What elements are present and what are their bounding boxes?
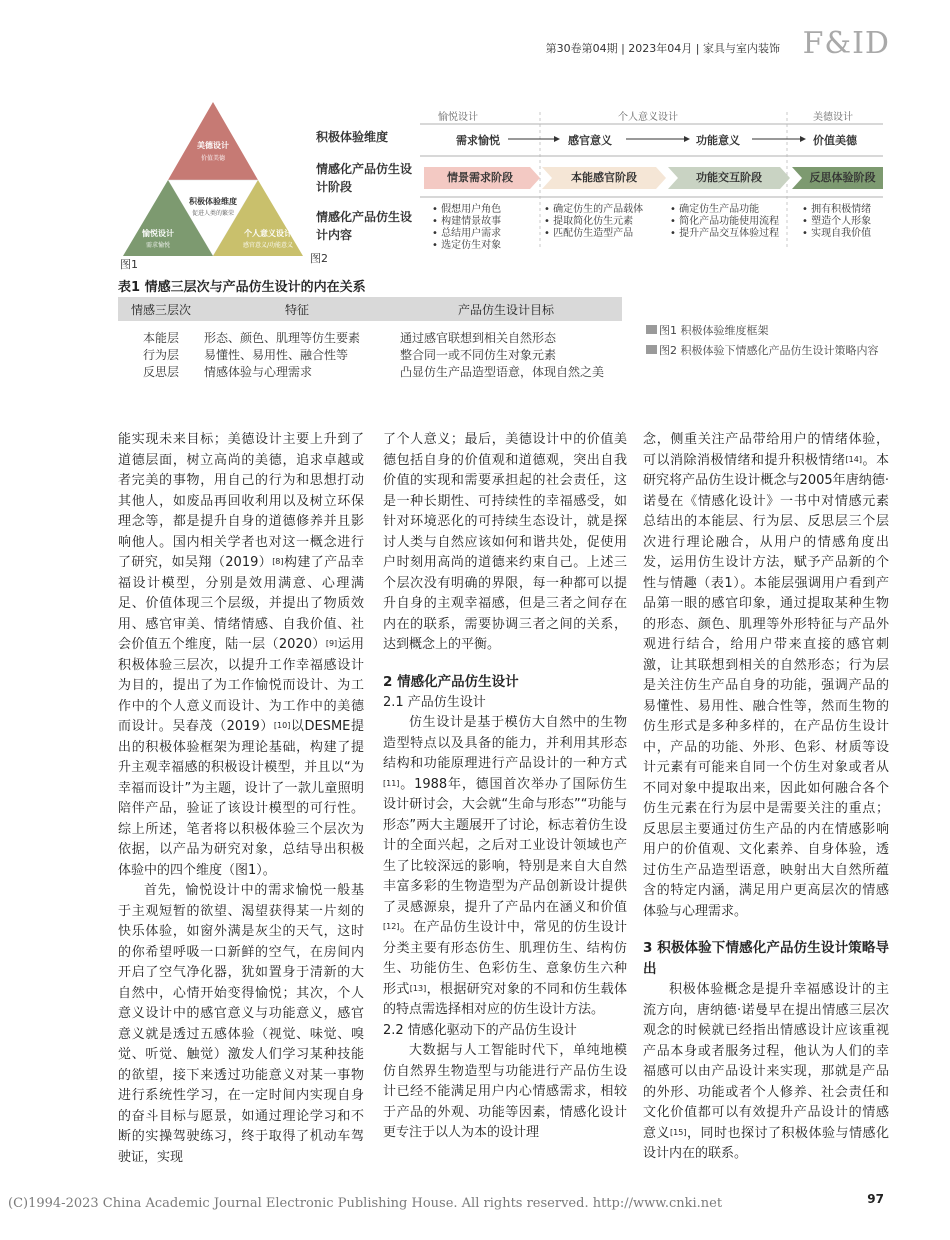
table-title: 表1 情感三层次与产品仿生设计的内在关系	[118, 280, 366, 295]
fig2-row2-label: 情感化产品仿生设计阶段	[316, 162, 413, 194]
page-number: 97	[867, 1192, 884, 1206]
citation: [13]	[409, 983, 427, 993]
fig2-content-item: • 提取简化仿生元素	[544, 216, 634, 227]
table-cell: 通过感官联想到相关自然形态	[400, 331, 557, 345]
subsection-heading: 2.1 产品仿生设计	[383, 694, 486, 710]
citation: [15]	[670, 1127, 687, 1137]
text-run: ，同时也探讨了积极体验与情感化设计内在的联系。	[643, 1125, 889, 1161]
citation: [12]	[383, 922, 400, 931]
section-heading: 2 情感化产品仿生设计	[383, 673, 519, 690]
fig2-row1-label: 积极体验维度	[316, 130, 389, 144]
copyright-footer: (C)1994-2023 China Academic Journal Electronic Publishing House. All rights reserved. http://www.cnki.net	[8, 1196, 723, 1211]
text-run: 。本研究将产品仿生设计概念与2005年唐纳德·诺曼在《情感化设计》一书中对情感元素总结出的本能层、行为层、反思层三个层次进行理论融合，从用户的情感角度出发，运用仿生设计方法，赋予产品新的个性与情趣（表1）。本能层强调用户看到产品第一眼的感官印象，通过提取某种生物的形态、颜色、肌理等外形特征与产品外观进行结合，给用户带来直接的感官刺激，让其联想到相关的自然形态；行为层是关注仿生产品自身的功能，强调产品的易懂性、易用性、融合性等，然而生物的仿生形式是多种多样的，在产品仿生设计中，产品的功能、外形、色彩、材质等设计元素有可能来自同一个仿生对象或者从不同对象中提取出来，因此如何融合各个仿生元素在行为层中是需要关注的重点；反思层主要通过仿生产品的内在情感影响用户的价值观、文化素养、自身体验，透过仿生产品造型语意，映射出大自然所蕴含的特定内涵，满足用户更高层次的情感体验与心理需求。	[643, 452, 889, 919]
paragraph: 首先，愉悦设计中的需求愉悦一般基于主观短暂的欲望、渴望获得某一片刻的快乐体验，如窗外满是灰尘的天气，这时的你希望呼吸一口新鲜的空气，在房间内开启了空气净化器，犹如置身于清新的大自然中，心情开始变得愉悦；其次，个人意义设计中的感官意义与功能意义，感官意义就是透过五感体验（视觉、味觉、嗅觉、听觉、触觉）激发人们学习某种技能的欲望，接下来透过功能意义对某一事物进行系统性学习，在一定时间内实现自身的奋斗目标与愿景，如通过理论学习和不断的实操驾驶练习，终于取得了机动车驾驶证，实现	[118, 883, 364, 1165]
text-run: 以DESME提出的积极体验框架为理论基础，构建了提升主观幸福感的积极设计模型，并且以“为幸福而设计”为主题，设计了一款儿童照明陪伴产品，验证了该设计模型的可行性。综上所述，笔者将以积极体验三个层次为依据，以产品为研究对象，总结导出积极体验中的四个维度（图1）。	[118, 719, 364, 878]
fig2-content-item: • 拥有积极情绪	[802, 204, 872, 215]
text-run: 。在产品仿生设计中，常见的仿生设计分类主要有形态仿生、肌理仿生、结构仿生、功能仿生、色彩仿生、意象仿生六种形式	[383, 920, 627, 997]
text-run: 念，侧重关注产品带给用户的情绪体验，可以消除消极情绪和提升积极情绪	[643, 432, 889, 468]
paragraph	[118, 430, 364, 881]
citation: [9]	[325, 639, 338, 648]
fig2-content-0	[432, 204, 501, 252]
fig2-stage-0: 情景需求阶段	[447, 171, 513, 184]
fig2-content-item: • 假想用户角色	[432, 204, 502, 215]
table-cell: 本能层	[142, 331, 179, 345]
fig2-stage-3: 反思体验阶段	[809, 171, 876, 184]
table-cell: 凸显仿生产品造型语意，体现自然之美	[400, 365, 605, 379]
table-header-cell: 产品仿生设计目标	[390, 297, 622, 321]
text-run: 运用积极体验三层次，以提升工作幸福感设计为目的，提出了为工作愉悦而设计、为工作中的个人意义而设计、为工作中的美德而设计。吴春茂（2019）	[118, 637, 364, 734]
table-1	[118, 276, 622, 386]
text-run: 。1988年，德国首次举办了国际仿生设计研讨会，大会就“生命与形态”“功能与形态”两大主题展开了讨论，标志着仿生设计的全面兴起，之后对工业设计领域也产生了比较深远的影响，特别是来自大自然丰富多彩的生物造型为产品创新设计提供了灵感源泉，提升了产品内在涵义和价值	[383, 776, 627, 915]
text-run: 仿生设计是基于模仿大自然中的生物造型特点以及具备的能力，并利用其形态结构和功能原理进行产品设计的一种方式	[383, 715, 627, 771]
fig1-top-sub: 价值美德	[200, 155, 226, 162]
citation: [10]	[273, 721, 291, 730]
positive-experience-triangle	[118, 98, 308, 256]
fig2-need-3: 价值美德	[813, 134, 857, 147]
table-body	[118, 297, 622, 386]
journal-logo: F&ID	[802, 26, 890, 61]
fig2-stage-1: 本能感官阶段	[571, 171, 637, 184]
figure-captions	[646, 322, 891, 359]
fig2-content-item: • 简化产品功能使用流程	[670, 216, 780, 227]
fig2-content-item: • 匹配仿生造型产品	[544, 228, 634, 239]
body-column-2	[383, 430, 627, 1144]
text-run: 积极体验概念是提升幸福感设计的主流方向，唐纳德·诺曼早在提出情感三层次观念的时候就已经指出情感设计应该重视产品本身或者服务过程，他认为人们的幸福感可以由产品设计来实现，那就是产品的外形、功能或者个人修养、社会责任和文化价值都可以有效提升产品设计的情感意义	[643, 982, 889, 1141]
fig2-top-label-meaning: 个人意义设计	[618, 112, 678, 123]
caption-square-icon	[646, 325, 657, 334]
table-header-row	[118, 297, 622, 321]
table-row	[118, 363, 622, 386]
figure-1	[118, 98, 308, 270]
text-run: 能实现未来目标；美德设计主要上升到了道德层面，树立高尚的美德，追求卓越或者完美的事物，用自己的行为和思想打动其他人，如废品再回收利用以及树立环保理念等，都是提升自身的道德修养并且影响他人。国内相关学者也对这一概念进行了研究，如吴翔（2019）	[118, 432, 364, 570]
fig2-need-2: 功能意义	[696, 134, 740, 147]
fig1-center-sub: 促进人类的繁荣	[191, 210, 235, 217]
paragraph	[383, 713, 627, 1021]
fig2-need-1: 感官意义	[568, 134, 612, 147]
fig1-top-title: 美德设计	[197, 141, 229, 150]
table-cell: 易懂性、易用性、融合性等	[204, 348, 349, 362]
citation: [11]	[383, 778, 400, 788]
fig2-content-item: • 确定仿生产品功能	[670, 204, 760, 215]
fig1-center-title: 积极体验维度	[189, 197, 237, 206]
caption-square-icon	[646, 345, 657, 354]
figure-2	[308, 98, 888, 270]
caption-text: 图1 积极体验维度框架	[659, 324, 769, 337]
table-cell: 形态、颜色、肌理等仿生要素	[204, 331, 361, 345]
text-run: 构建了产品幸福设计模型，分别是效用满意、心理满足、价值体现三个层级，并提出了物质效用、感官审美、情绪情感、自我价值、社会价值五个维度，陆一层（2020）	[118, 555, 364, 652]
fig2-caption: 图2	[310, 252, 328, 265]
caption-text: 图2 积极体验下情感化产品仿生设计策略内容	[659, 344, 879, 357]
journal-meta: 第30卷第04期 | 2023年04月 | 家具与室内装饰	[545, 42, 780, 55]
paragraph: 大数据与人工智能时代下，单纯地模仿自然界生物造型与功能进行产品仿生设计已经不能满足用户内心情感需求，相较于产品的外观、功能等因素，情感化设计更专注于以人为本的设计理	[383, 1043, 627, 1140]
table-cell: 情感体验与心理需求	[204, 365, 313, 379]
fig2-content-2	[670, 204, 779, 240]
subsection-heading: 2.2 情感化驱动下的产品仿生设计	[383, 1022, 577, 1038]
table-cell: 反思层	[142, 365, 179, 379]
figure-caption-1	[646, 322, 891, 339]
fig2-content-item: • 总结用户需求	[432, 228, 502, 239]
fig2-content-3	[802, 204, 871, 240]
fig1-right-title: 个人意义设计	[244, 229, 292, 238]
paragraph: 了个人意义；最后，美德设计中的价值美德包括自身的价值观和道德观，突出自我价值的实现和需要承担起的社会责任，这是一种长期性、可持续性的幸福感受，如针对环境恶化的可持续生态设计，就是探讨人类与自然应该如何和谐共处，促使用户时刻用高尚的道德来约束自己。上述三个层次没有明确的界限，每一种都可以提升自身的主观幸福感，但是三者之间存在内在的联系，需要协调三者之间的关系，达到概念上的平衡。	[383, 432, 627, 652]
fig2-content-item: • 确定仿生的产品载体	[544, 204, 644, 215]
paragraph	[643, 980, 889, 1165]
section-heading: 3 积极体验下情感化产品仿生设计策略导出	[643, 940, 889, 977]
body-column-3	[643, 430, 889, 1165]
fig2-content-item: • 构建情景故事	[432, 216, 502, 227]
paragraph	[643, 430, 889, 922]
fig1-left-title: 愉悦设计	[142, 229, 174, 238]
citation: [14]	[845, 454, 862, 464]
table-header-cell: 特征	[204, 297, 390, 321]
citation: [8]	[272, 557, 284, 566]
table-row	[118, 346, 622, 363]
fig2-row3-label: 情感化产品仿生设计内容	[316, 210, 413, 242]
fig1-caption: 图1	[120, 258, 138, 271]
page-header	[0, 0, 950, 70]
fig2-top-label-virtue: 美德设计	[813, 112, 853, 123]
figure-caption-2	[646, 342, 891, 359]
table-header-cell: 情感三层次	[118, 297, 204, 321]
fig1-left-sub: 需求愉悦	[145, 242, 171, 249]
text-run: ，根据研究对象的不同和仿生载体的特点需选择相对应的仿生设计方法。	[383, 981, 627, 1017]
fig2-stage-2: 功能交互阶段	[696, 171, 762, 184]
fig2-content-item: • 实现自我价值	[802, 228, 872, 239]
fig1-right-sub: 感官意义/功能意义	[242, 242, 294, 249]
fig2-content-1	[544, 204, 643, 240]
fig2-content-item: • 塑造个人形象	[802, 216, 872, 227]
table-cell: 行为层	[142, 348, 179, 362]
table-row	[118, 321, 622, 346]
fig2-content-item: • 提升产品交互体验过程	[670, 228, 780, 239]
body-column-1	[118, 430, 364, 1168]
fig2-need-0: 需求愉悦	[456, 134, 500, 147]
table-cell: 整合同一或不同仿生对象元素	[400, 348, 557, 362]
fig2-content-item: • 选定仿生对象	[432, 240, 502, 251]
fig2-top-label-pleasure: 愉悦设计	[438, 112, 478, 123]
